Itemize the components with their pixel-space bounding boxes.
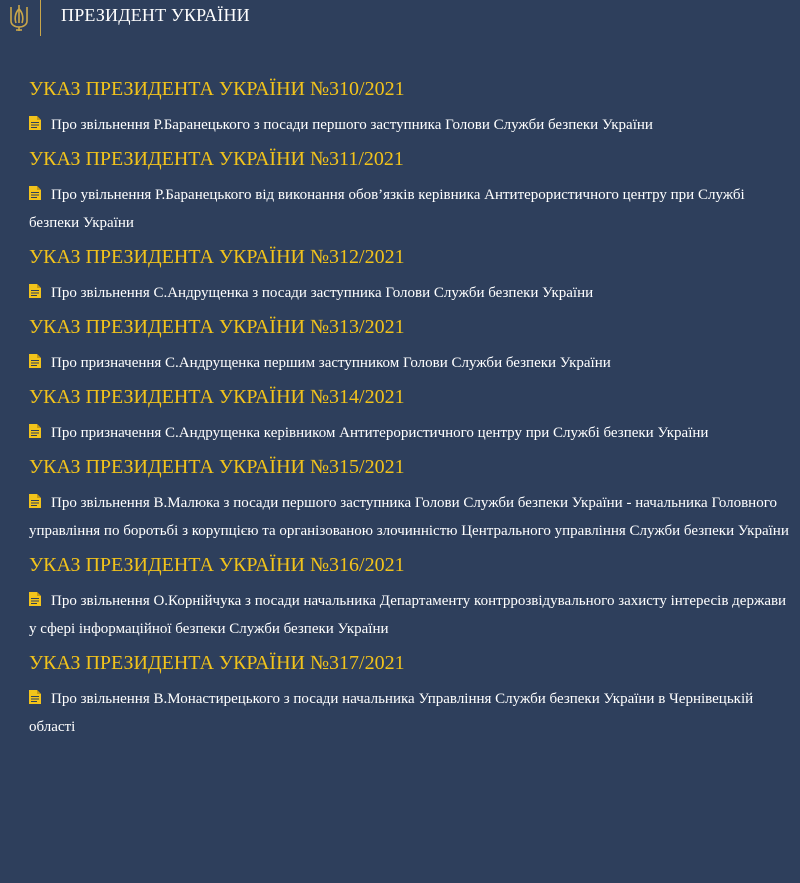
document-icon: [29, 592, 41, 606]
decree-title: УКАЗ ПРЕЗИДЕНТА УКРАЇНИ №314/2021: [29, 386, 405, 408]
decree-link[interactable]: [29, 279, 789, 307]
decree-link-text: Про увільнення Р.Баранецького від виконання обов’язків керівника Антитерористичного центру при Службі безпеки України: [29, 187, 745, 231]
decree-link-text: Про звільнення Р.Баранецького з посади першого заступника Голови Служби безпеки України: [51, 117, 653, 133]
site-header: [0, 0, 800, 36]
decree-item: [29, 245, 789, 307]
document-icon: [29, 186, 41, 200]
decree-link[interactable]: [29, 349, 789, 377]
trident-icon: [8, 3, 30, 33]
decree-item: [29, 553, 789, 643]
decree-link[interactable]: [29, 685, 789, 741]
decree-item: [29, 315, 789, 377]
document-icon: [29, 494, 41, 508]
site-title-link[interactable]: ПРЕЗИДЕНТ УКРАЇНИ: [61, 5, 250, 25]
decree-link-text: Про звільнення С.Андрущенка з посади заступника Голови Служби безпеки України: [51, 285, 594, 301]
decree-item: [29, 77, 789, 139]
decree-title: УКАЗ ПРЕЗИДЕНТА УКРАЇНИ №316/2021: [29, 554, 405, 576]
decree-item: [29, 147, 789, 237]
decree-item: [29, 455, 789, 545]
decree-title: УКАЗ ПРЕЗИДЕНТА УКРАЇНИ №312/2021: [29, 246, 405, 268]
document-icon: [29, 424, 41, 438]
decree-title: УКАЗ ПРЕЗИДЕНТА УКРАЇНИ №311/2021: [29, 148, 404, 170]
decree-link[interactable]: [29, 419, 789, 447]
decree-item: [29, 651, 789, 741]
decree-link[interactable]: [29, 181, 789, 237]
home-emblem-link[interactable]: [0, 0, 38, 36]
document-icon: [29, 690, 41, 704]
decree-link[interactable]: [29, 489, 789, 545]
decree-link-text: Про звільнення В.Малюка з посади першого заступника Голови Служби безпеки України - начальника Головного управління по боротьбі з корупцією та організованою злочинністю Центрального управління Служби безпеки України: [29, 495, 789, 539]
document-icon: [29, 284, 41, 298]
decree-link-text: Про звільнення О.Корнійчука з посади начальника Департаменту контррозвідувального захисту інтересів держави у сфері інформаційної безпеки Служби безпеки України: [29, 593, 787, 637]
decree-list: [29, 77, 789, 749]
decree-link[interactable]: [29, 111, 789, 139]
decree-link-text: Про звільнення В.Монастирецького з посади начальника Управління Служби безпеки України в Чернівецькій області: [29, 691, 754, 735]
header-divider: [40, 0, 41, 36]
document-icon: [29, 116, 41, 130]
decree-title: УКАЗ ПРЕЗИДЕНТА УКРАЇНИ №313/2021: [29, 316, 405, 338]
decree-link[interactable]: [29, 587, 789, 643]
document-icon: [29, 354, 41, 368]
decree-item: [29, 385, 789, 447]
decree-link-text: Про призначення С.Андрущенка керівником Антитерористичного центру при Службі безпеки України: [51, 425, 709, 441]
decree-link-text: Про призначення С.Андрущенка першим заступником Голови Служби безпеки України: [51, 355, 611, 371]
decree-title: УКАЗ ПРЕЗИДЕНТА УКРАЇНИ №315/2021: [29, 456, 405, 478]
decree-title: УКАЗ ПРЕЗИДЕНТА УКРАЇНИ №310/2021: [29, 78, 405, 100]
decree-title: УКАЗ ПРЕЗИДЕНТА УКРАЇНИ №317/2021: [29, 652, 405, 674]
